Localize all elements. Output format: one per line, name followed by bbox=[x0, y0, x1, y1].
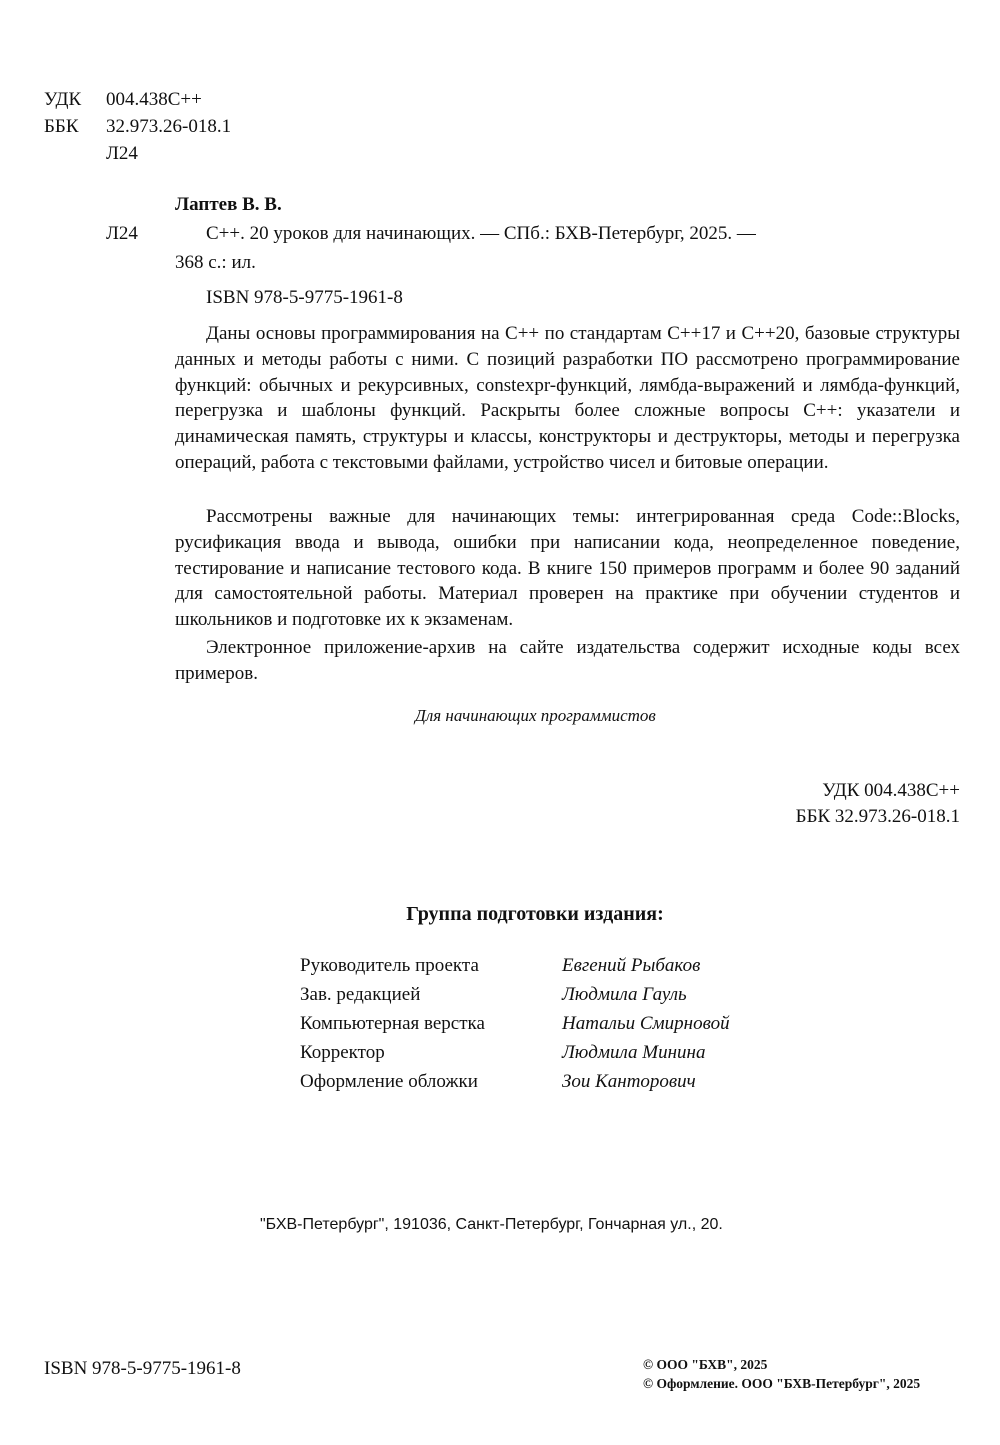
staff-person: Зои Канторович bbox=[562, 1071, 696, 1092]
abstract-paragraph-2: Рассмотрены важные для начинающих темы: интегрированная среда Code::Blocks, русификация ввода и вывода, ошибки при написании кода, неопределенное поведение, тестирование и написание тестового кода. В книге 150 примеров программ и более 90 заданий для самостоятельной работы. Материал проверен на практике при обучении студентов и школьников и подготовке их к экзаменам. bbox=[175, 506, 960, 631]
book-title-line: С++. 20 уроков для начинающих. — СПб.: БХВ-Петербург, 2025. — bbox=[206, 223, 756, 244]
staff-row bbox=[300, 984, 820, 1013]
staff-person: Людмила Гауль bbox=[562, 984, 687, 1005]
publisher-address: "БХВ-Петербург", 191036, Санкт-Петербург, Гончарная ул., 20. bbox=[260, 1216, 723, 1233]
entry-author-mark: Л24 bbox=[106, 223, 138, 244]
audience-note: Для начинающих программистов bbox=[415, 706, 656, 725]
copyright-design: © Оформление. ООО "БХВ-Петербург", 2025 bbox=[643, 1376, 921, 1391]
staff-person: Евгений Рыбаков bbox=[562, 955, 701, 976]
staff-role: Оформление обложки bbox=[300, 1071, 478, 1092]
staff-role: Руководитель проекта bbox=[300, 955, 479, 976]
entry-isbn: ISBN 978-5-9775-1961-8 bbox=[206, 287, 403, 308]
abstract-paragraph-1: Даны основы программирования на С++ по стандартам C++17 и C++20, базовые структуры данных и методы работы с ними. С позиций разработки ПО рассмотрено программирование функций: обычных и рекурсивных, constexpr-функций, лямбда-выражений и лямбда-функций, перегрузка и шаблоны функций. Раскрыты более сложные вопросы С++: указатели и динамическая память, структуры и классы, конструкторы и деструкторы, методы и перегрузка операций, работа с текстовыми файлами, устройство чисел и битовые операции. bbox=[175, 323, 960, 473]
page-count: 368 с.: ил. bbox=[175, 252, 256, 273]
footer-isbn: ISBN 978-5-9775-1961-8 bbox=[44, 1358, 241, 1379]
staff-row bbox=[300, 955, 820, 984]
staff-person: Натальи Смирновой bbox=[562, 1013, 730, 1034]
author-name: Лаптев В. В. bbox=[175, 194, 282, 215]
staff-row bbox=[300, 1042, 820, 1071]
staff-person: Людмила Минина bbox=[562, 1042, 706, 1063]
bbk-value: 32.973.26-018.1 bbox=[106, 116, 232, 137]
staff-role: Зав. редакцией bbox=[300, 984, 421, 1005]
bbk-right: ББК 32.973.26-018.1 bbox=[795, 806, 960, 827]
staff-role: Корректор bbox=[300, 1042, 385, 1063]
bbk-label: ББК bbox=[44, 116, 79, 137]
abstract-paragraph-3: Электронное приложение-архив на сайте издательства содержит исходные коды всех примеров. bbox=[175, 637, 960, 684]
udk-value: 004.438C++ bbox=[106, 89, 202, 110]
copyright-bhv: © ООО "БХВ", 2025 bbox=[643, 1357, 768, 1372]
udk-label: УДК bbox=[44, 89, 82, 110]
author-mark: Л24 bbox=[106, 143, 138, 164]
staff-heading: Группа подготовки издания: bbox=[406, 903, 664, 925]
staff-role: Компьютерная верстка bbox=[300, 1013, 485, 1034]
udk-right: УДК 004.438С++ bbox=[822, 780, 960, 801]
staff-row bbox=[300, 1013, 820, 1042]
staff-row bbox=[300, 1071, 820, 1100]
